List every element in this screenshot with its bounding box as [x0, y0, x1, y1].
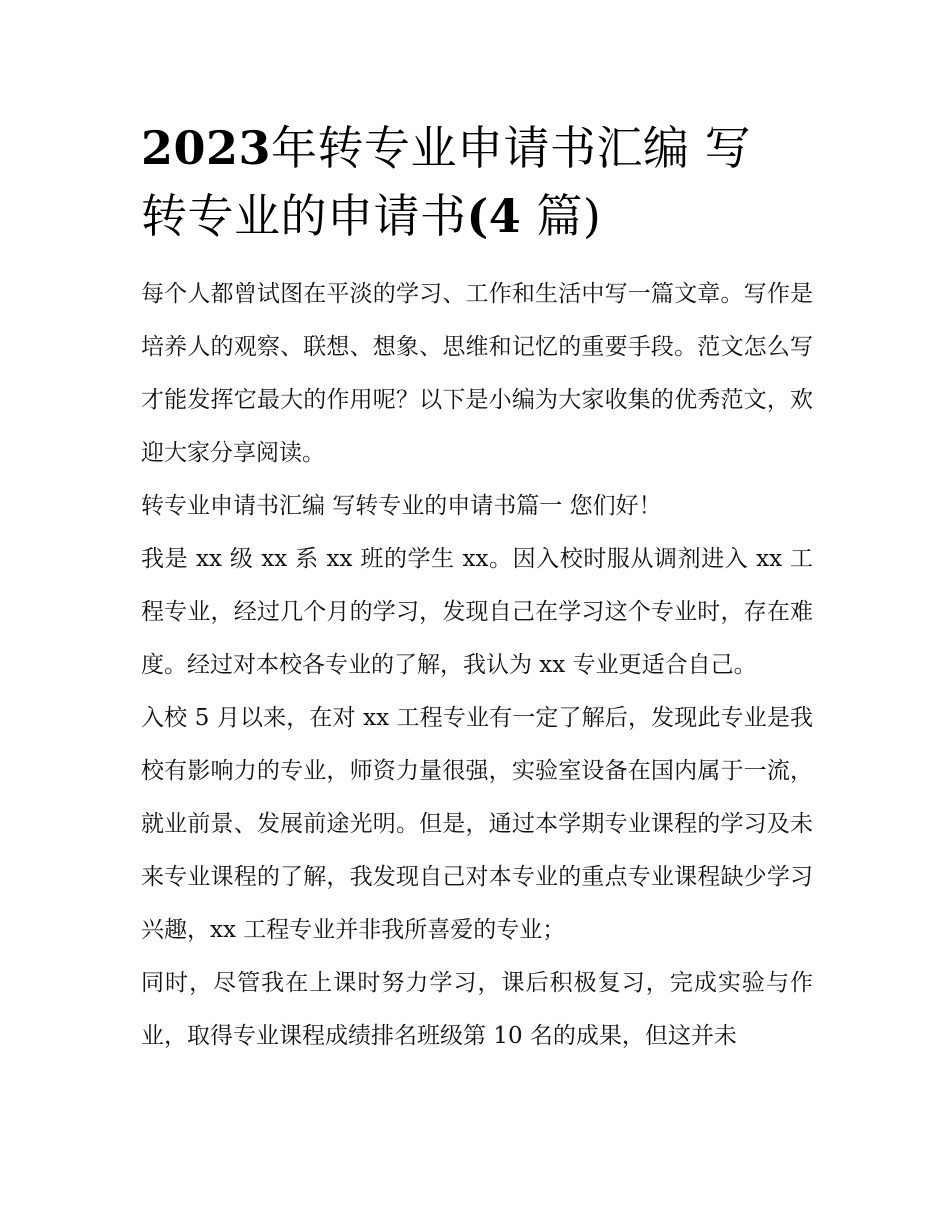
title-line2-start: 转专业的申请书: [141, 189, 467, 243]
paragraph-heading: 转专业申请书汇编 写转专业的申请书篇一 您们好！: [141, 493, 662, 519]
paragraph-self-intro: 我是 xx 级 xx 系 xx 班的学生 xx。因入校时服从调剂进入 xx 工程专业，经过几个月的学习，发现自己在学习这个专业时，存在难度。经过对本校各专业的了解，我认为 xx 专业更适合自己。: [141, 546, 813, 678]
document-title: [141, 114, 813, 250]
title-year: 2023: [141, 121, 272, 175]
title-line1-rest: 年转专业申请书汇编 写: [271, 121, 752, 175]
paragraph-reason: 入校 5 月以来，在对 xx 工程专业有一定了解后，发现此专业是我校有影响力的专业，师资力量很强，实验室设备在国内属于一流，就业前景、发展前途光明。但是，通过本学期专业课程的学习及未来专业课程的了解，我发现自己对本专业的重点专业课程缺少学习兴趣，xx 工程专业并非我所喜爱的专业；: [141, 705, 813, 943]
title-line2-end: 篇): [521, 189, 602, 243]
title-count: (4: [466, 189, 522, 243]
paragraph-continuation: 同时，尽管我在上课时努力学习，课后积极复习，完成实验与作业，取得专业课程成绩排名班级第 10 名的成果，但这并未: [141, 970, 813, 1049]
paragraph-intro: 每个人都曾试图在平淡的学习、工作和生活中写一篇文章。写作是培养人的观察、联想、想象、思维和记忆的重要手段。范文怎么写才能发挥它最大的作用呢？以下是小编为大家收集的优秀范文，欢迎大家分享阅读。: [141, 281, 813, 466]
document-body: [141, 268, 813, 1063]
document-content: [141, 114, 813, 1063]
